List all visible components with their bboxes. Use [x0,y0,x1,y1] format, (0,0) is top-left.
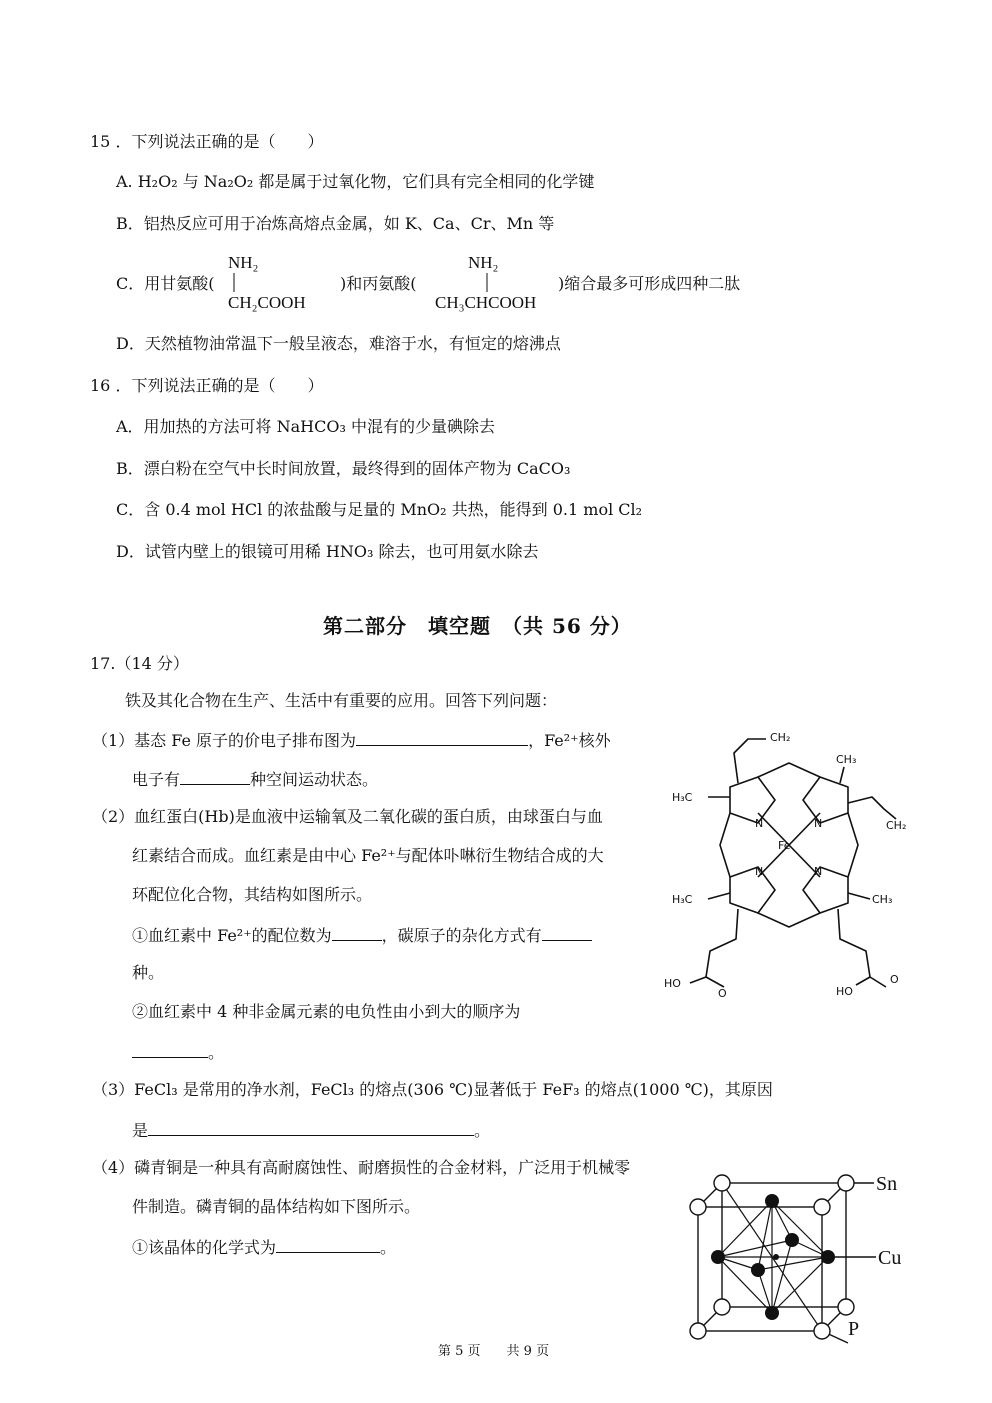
alanine-amino-group: NH₂ [468,253,499,272]
heme-label-ch2-top: CH₂ [770,731,791,744]
q17-part1-line2 [132,768,378,790]
crystal-label-cu: Cu [878,1247,902,1269]
heme-label-ch3-top: CH₃ [836,753,857,766]
q17-part4-i-end: 。 [380,1238,397,1257]
q17-part2-line2: 红素结合而成。血红素是由中心 Fe²⁺与配体卟啉衍生物结合成的大 [132,846,604,865]
heme-label-o-left: O [718,987,727,1000]
sn-atom [690,1199,706,1215]
sn-atom [814,1323,830,1339]
q15-option-c-suffix: )缩合最多可形成四种二肽 [558,274,741,293]
q17-part2-i-text-a: ①血红素中 Fe²⁺的配位数为 [132,926,332,945]
answer-blank-electron-diagram[interactable] [356,729,528,746]
q17-part2-ii-line1: ②血红素中 4 种非金属元素的电负性由小到大的顺序为 [132,1002,521,1021]
crystal-structure-diagram [680,1165,920,1345]
pyrrole-ring-bottom-right [803,867,848,913]
q17-part2-line3: 环配位化合物，其结构如图所示。 [132,885,373,904]
glycine-backbone: CH₂COOH [228,293,306,312]
q17-part1-line1 [92,729,611,751]
q17-part2-i-line2: 种。 [132,963,165,982]
sn-atom [714,1299,730,1315]
q17-part4-i-text: ①该晶体的化学式为 [132,1238,277,1257]
q15-option-a: A. H₂O₂ 与 Na₂O₂ 都是属于过氧化物，它们具有完全相同的化学键 [116,172,595,191]
page-footer: 第 5 页 共 9 页 [438,1344,550,1359]
q16-option-d: D．试管内壁上的银镜可用稀 HNO₃ 除去，也可用氨水除去 [116,542,539,561]
section-title: 第二部分 填空题 （共 56 分） [323,614,632,638]
heme-label-ho-right: HO [836,985,853,998]
cu-atom [765,1306,779,1320]
heme-label-n: N [814,817,823,830]
cu-atom [711,1250,725,1264]
pyrrole-ring-top-left [730,777,775,823]
heme-structure-diagram [650,725,940,1005]
q17-part2-line1: （2）血红蛋白(Hb)是血液中运输氧及二氧化碳的蛋白质，由球蛋白与血 [92,807,603,826]
answer-blank-coordination-number[interactable] [332,924,382,941]
cu-atom [751,1263,765,1277]
heme-label-n: N [755,865,764,878]
heme-label-n: N [814,865,823,878]
q15-stem: 15 ．下列说法正确的是（ ） [90,132,324,151]
q15-option-c-middle: )和丙氨酸( [340,274,417,293]
sn-atom [814,1199,830,1215]
q17-part4-line2: 件制造。磷青铜的晶体结构如下图所示。 [132,1197,421,1216]
q16-option-a: A．用加热的方法可将 NaHCO₃ 中混有的少量碘除去 [116,417,495,436]
q17-part1-text-a: （1）基态 Fe 原子的价电子排布图为 [92,731,357,750]
q15-option-d: D．天然植物油常温下一般呈液态，难溶于水，有恒定的熔沸点 [116,334,561,353]
cu-atom [821,1250,835,1264]
q17-header: 17.（14 分） [90,654,189,673]
answer-blank-hybridization[interactable] [542,924,592,941]
sn-atom [838,1175,854,1191]
q17-part2-i-line1 [132,924,592,946]
answer-blank-motion-states[interactable] [180,768,250,785]
pyrrole-ring-top-right [803,777,848,823]
q15-option-b: B．铝热反应可用于冶炼高熔点金属，如 K、Ca、Cr、Mn 等 [116,214,555,233]
q17-part2-ii-line2 [132,1041,224,1063]
sn-atom [690,1323,706,1339]
q17-part3-line2 [132,1119,490,1141]
q17-part3-end: 。 [474,1121,491,1140]
heme-label-h3c-left: H₃C [672,791,693,804]
heme-label-ch3-lower: CH₃ [872,893,893,906]
cu-atom [785,1233,799,1247]
alanine-backbone: CH₃CHCOOH [435,293,537,312]
q17-intro: 铁及其化合物在生产、生活中有重要的应用。回答下列问题： [125,691,558,710]
answer-blank-chemical-formula[interactable] [276,1236,380,1253]
q17-part4-i [132,1236,396,1258]
q17-part1-text-c: 电子有 [132,770,181,789]
q17-part3-line1: （3）FeCl₃ 是常用的净水剂，FeCl₃ 的熔点(306 ℃)显著低于 FeF₃ 的熔点(1000 ℃)，其原因 [92,1080,773,1099]
crystal-label-sn: Sn [876,1173,898,1195]
q17-part2-ii-end: 。 [208,1043,225,1062]
q17-part1-text-d: 种空间运动状态。 [250,770,379,789]
heme-label-n: N [755,817,764,830]
heme-label-ho-left: HO [664,977,681,990]
p-atom [773,1254,779,1260]
q16-option-b: B．漂白粉在空气中长时间放置，最终得到的固体产物为 CaCO₃ [116,459,571,478]
q16-option-c: C．含 0.4 mol HCl 的浓盐酸与足量的 MnO₂ 共热，能得到 0.1 mol Cl₂ [116,500,643,519]
cu-atom [765,1194,779,1208]
sn-atom [714,1175,730,1191]
heme-label-fe: Fe [778,839,791,852]
glycine-amino-group: NH₂ [228,253,259,272]
q15-option-c-prefix: C．用甘氨酸( [116,274,215,293]
sn-atom [838,1299,854,1315]
q17-part1-text-b: ，Fe²⁺核外 [528,731,611,750]
heme-label-o-right: O [890,973,899,986]
heme-label-ch2-right: CH₂ [886,819,907,832]
q17-part3-text-b: 是 [132,1121,149,1140]
q17-part4-line1: （4）磷青铜是一种具有高耐腐蚀性、耐磨损性的合金材料，广泛用于机械零 [92,1158,631,1177]
q17-part2-i-text-b: ，碳原子的杂化方式有 [381,926,542,945]
pyrrole-ring-bottom-left [730,867,775,913]
heme-label-h3c-lower: H₃C [672,893,693,906]
answer-blank-electronegativity[interactable] [132,1041,208,1058]
crystal-label-p: P [848,1318,860,1340]
answer-blank-melting-point-reason[interactable] [148,1119,474,1136]
q16-stem: 16 ．下列说法正确的是（ ） [90,376,324,395]
